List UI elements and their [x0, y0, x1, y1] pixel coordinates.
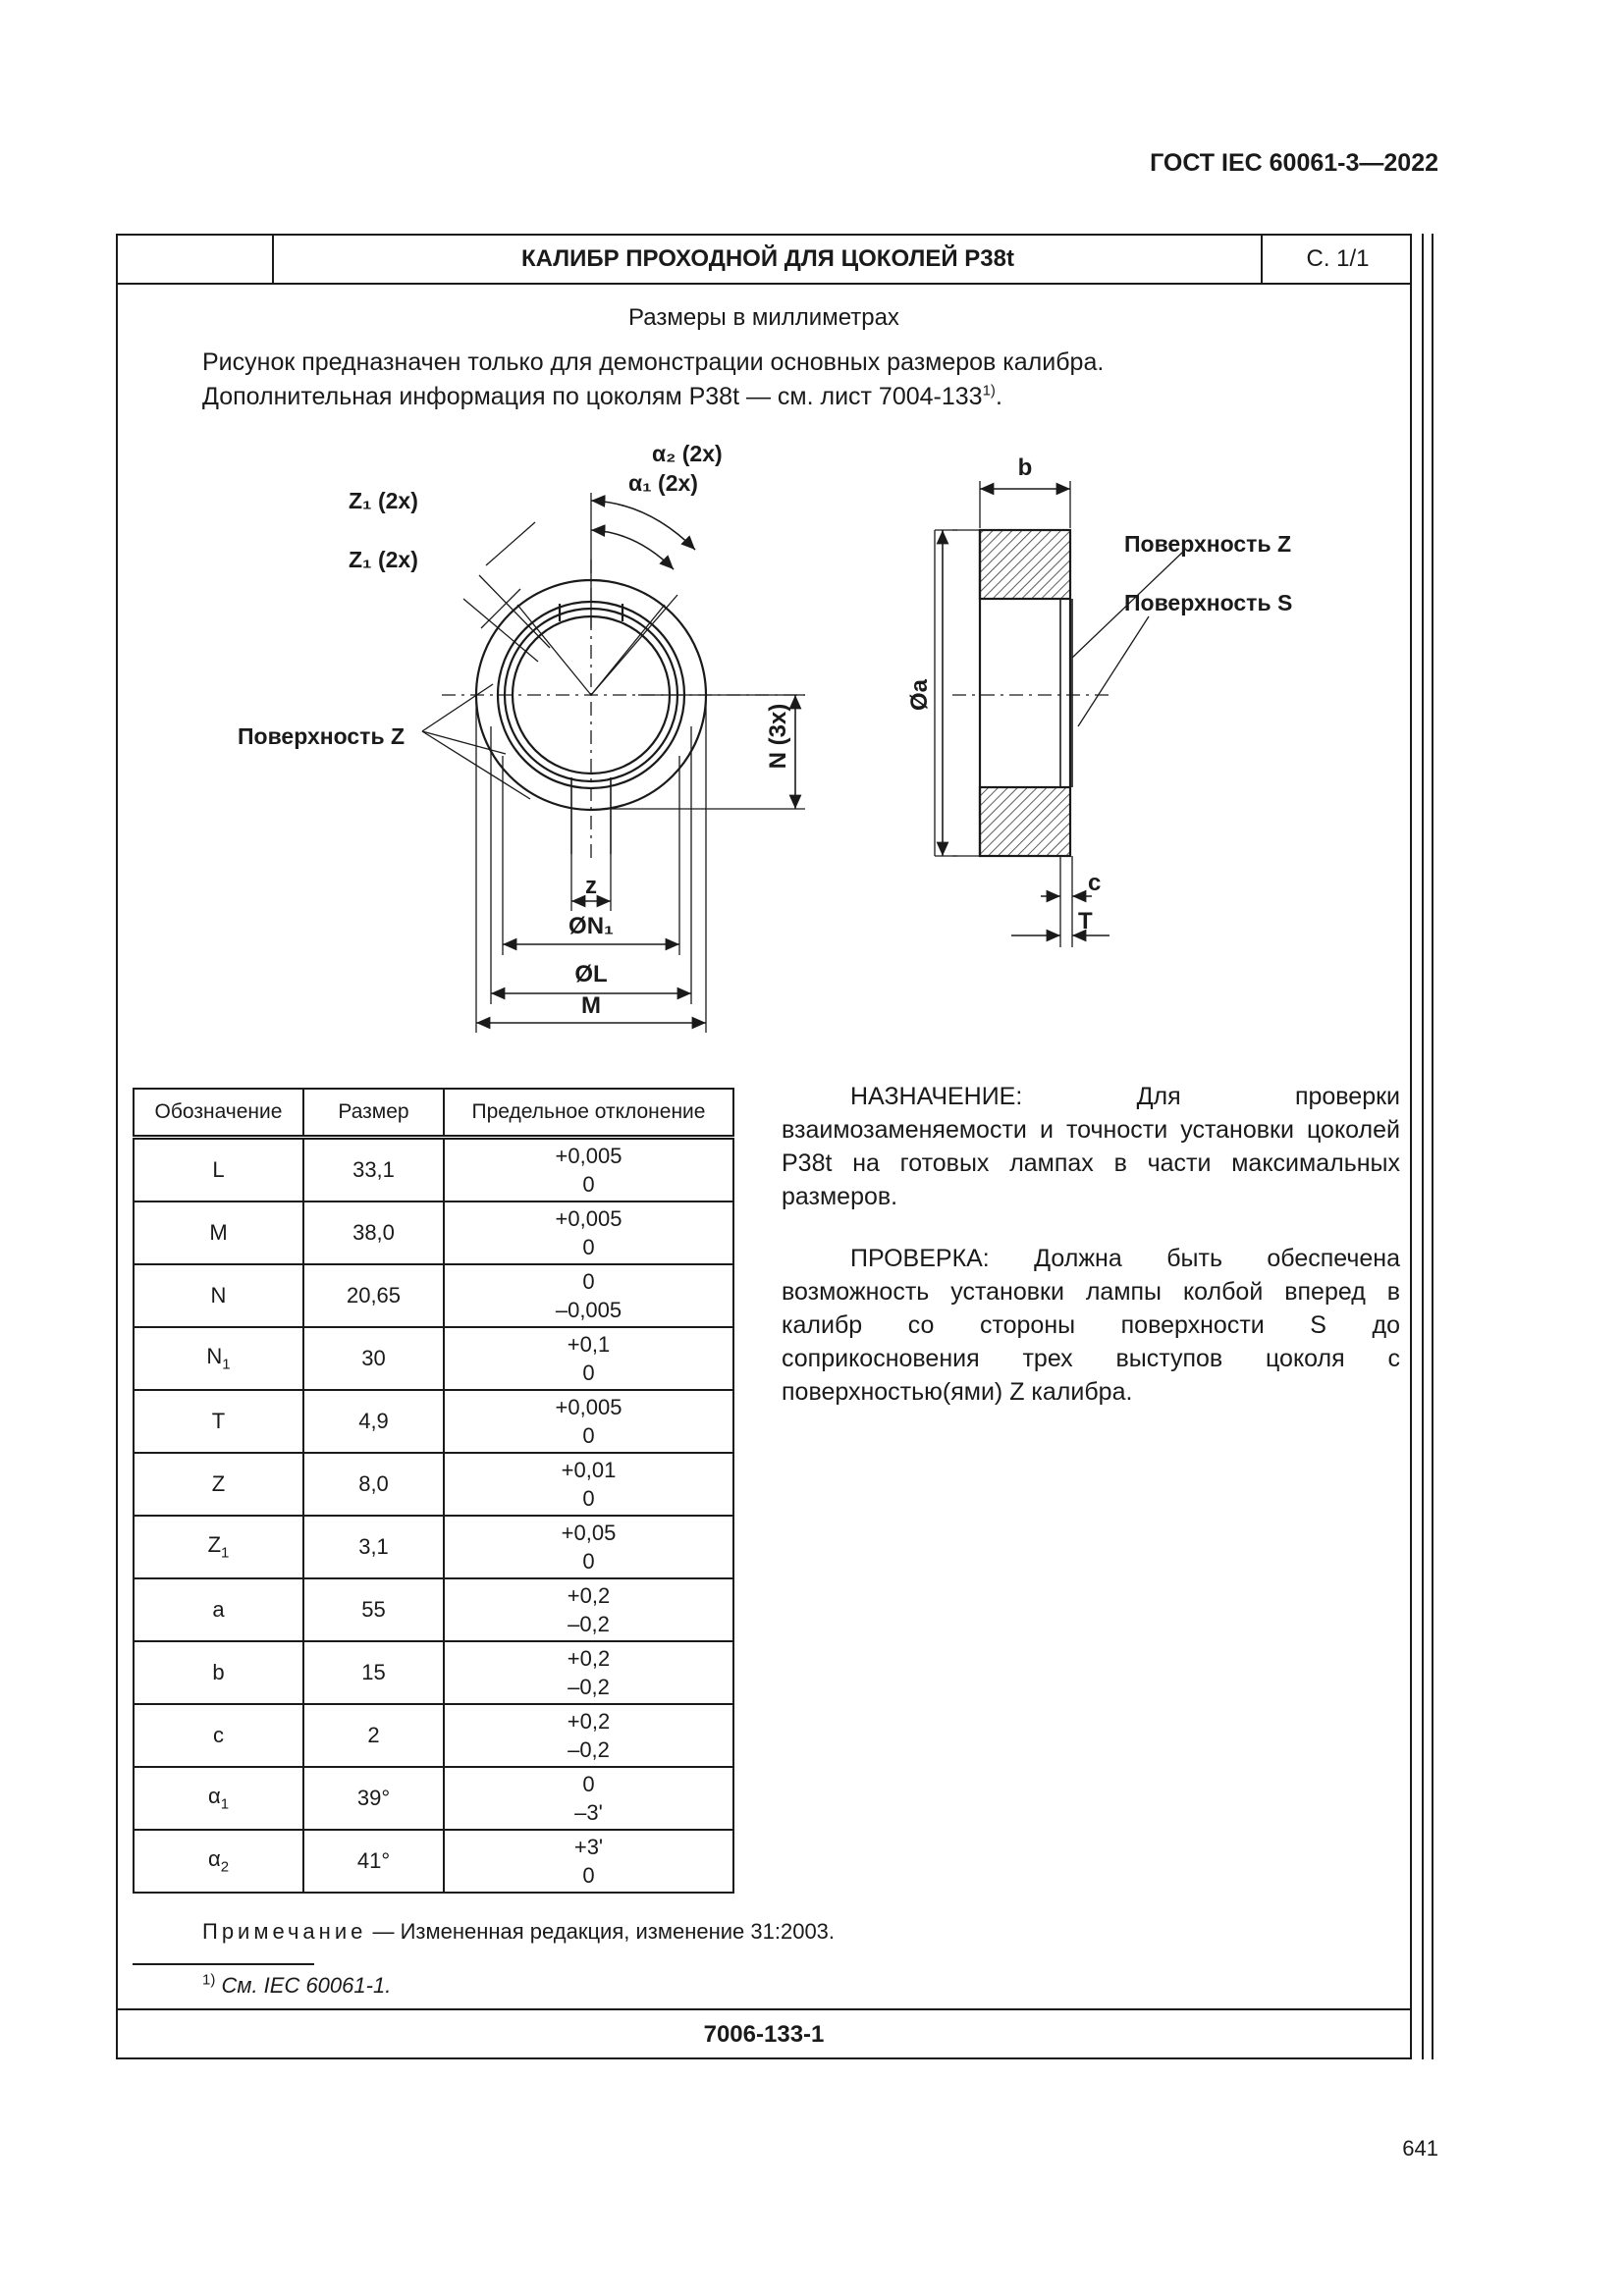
symbol-text: b — [212, 1660, 225, 1684]
cell-tolerance — [444, 1704, 733, 1767]
tolerance-lower: –0,2 — [568, 1737, 610, 1762]
tolerance-upper: +0,005 — [555, 1206, 622, 1231]
cell-symbol — [134, 1704, 303, 1767]
cell-tolerance — [444, 1578, 733, 1641]
table-body — [134, 1138, 733, 1894]
col-header-size: Размер — [303, 1089, 444, 1138]
cell-tolerance — [444, 1138, 733, 1202]
intro-line-2-text: Дополнительная информация по цоколям P38t — см. лист 7004-133 — [202, 383, 983, 410]
cell-size: 20,65 — [303, 1264, 444, 1327]
drawing-labels — [238, 441, 1292, 1019]
table-row — [134, 1641, 733, 1704]
table-row — [134, 1767, 733, 1830]
table-row — [134, 1327, 733, 1390]
table-row — [134, 1138, 733, 1202]
z1-label-bottom: Z₁ (2x) — [349, 547, 418, 572]
tolerance-lower: 0 — [582, 1423, 595, 1448]
tolerance-lower: –0,005 — [555, 1298, 622, 1322]
page-number: 641 — [1402, 2136, 1438, 2161]
check-paragraph — [782, 1242, 1400, 1409]
cell-size: 38,0 — [303, 1201, 444, 1264]
table-row — [134, 1264, 733, 1327]
symbol-text: Z — [207, 1532, 222, 1558]
tolerance-upper: +0,2 — [567, 1709, 611, 1734]
title-divider — [1261, 234, 1263, 285]
symbol-subscript: 1 — [220, 1795, 230, 1813]
alpha2-label: α₂ (2x) — [652, 441, 723, 466]
footnote-ref: 1) — [982, 382, 996, 400]
table-row — [134, 1453, 733, 1516]
cell-tolerance — [444, 1516, 733, 1578]
purpose-paragraph — [782, 1080, 1400, 1213]
cell-size: 33,1 — [303, 1138, 444, 1202]
sheet-number: С. 1/1 — [1306, 245, 1370, 272]
tolerance-upper: +0,1 — [567, 1332, 611, 1357]
surface-z-label-right: Поверхность Z — [1124, 531, 1292, 557]
m-label: M — [581, 992, 601, 1019]
symbol-text: M — [209, 1220, 228, 1245]
symbol-text: T — [211, 1409, 226, 1433]
symbol-text: Z — [211, 1471, 226, 1496]
sheet-title: КАЛИБР ПРОХОДНОЙ ДЛЯ ЦОКОЛЕЙ P38t — [521, 245, 1014, 272]
footnote-separator — [133, 1963, 314, 1965]
cell-tolerance — [444, 1201, 733, 1264]
cell-tolerance — [444, 1390, 733, 1453]
z1-label-top: Z₁ (2x) — [349, 488, 418, 513]
cell-tolerance — [444, 1327, 733, 1390]
cell-tolerance — [444, 1830, 733, 1893]
col-header-symbol: Обозначение — [134, 1089, 303, 1138]
table-row — [134, 1201, 733, 1264]
alpha1-label: α₁ (2x) — [628, 470, 698, 496]
symbol-text: a — [212, 1597, 225, 1622]
table-row — [134, 1704, 733, 1767]
cell-symbol — [134, 1201, 303, 1264]
symbol-subscript: 2 — [220, 1858, 230, 1876]
tolerance-upper: 0 — [582, 1772, 595, 1796]
z-label: z — [585, 873, 597, 899]
cell-symbol — [134, 1138, 303, 1202]
table-row — [134, 1390, 733, 1453]
units-note: Размеры в миллиметрах — [628, 304, 899, 331]
tolerance-lower: –0,2 — [568, 1675, 610, 1699]
symbol-subscript: 1 — [222, 1356, 231, 1373]
col-header-tolerance: Предельное отклонение — [444, 1089, 733, 1138]
symbol-text: N — [210, 1283, 227, 1308]
footnote-text: См. IEC 60061-1. — [221, 1973, 392, 1998]
tolerance-lower: 0 — [582, 1172, 595, 1197]
cell-symbol — [134, 1830, 303, 1893]
cell-size: 39° — [303, 1767, 444, 1830]
tolerance-upper: +0,2 — [567, 1583, 611, 1608]
tolerance-upper: +0,01 — [561, 1458, 617, 1482]
cell-symbol — [134, 1327, 303, 1390]
surface-s-label: Поверхность S — [1124, 590, 1293, 615]
cell-size: 30 — [303, 1327, 444, 1390]
a-label: Øa — [906, 678, 933, 712]
cell-tolerance — [444, 1641, 733, 1704]
cell-symbol — [134, 1767, 303, 1830]
intro-line-2-end: . — [995, 383, 1002, 410]
tolerance-upper: +0,05 — [561, 1521, 617, 1545]
symbol-text: N — [206, 1344, 223, 1369]
dimensions-table — [133, 1088, 734, 1894]
l-label: ØL — [574, 961, 608, 988]
tolerance-lower: 0 — [582, 1361, 595, 1385]
symbol-subscript: 1 — [221, 1544, 230, 1562]
cell-size: 2 — [303, 1704, 444, 1767]
table-row — [134, 1516, 733, 1578]
cell-symbol — [134, 1453, 303, 1516]
b-label: b — [1017, 454, 1033, 481]
cell-symbol — [134, 1390, 303, 1453]
purpose-text: НАЗНАЧЕНИЕ: Для проверки взаимозаменяемости и точности установки цоколей P38t на готовых лампах в части максимальных размеров. — [782, 1083, 1400, 1210]
surface-z-label-left: Поверхность Z — [238, 723, 406, 749]
frame-margin-line — [1432, 234, 1434, 2059]
tolerance-lower: 0 — [582, 1549, 595, 1574]
cell-symbol — [134, 1641, 303, 1704]
document-code: ГОСТ IEC 60061-3—2022 — [1150, 149, 1438, 177]
cell-size: 4,9 — [303, 1390, 444, 1453]
front-view — [422, 493, 805, 1033]
cell-size: 15 — [303, 1641, 444, 1704]
cell-tolerance — [444, 1264, 733, 1327]
tolerance-upper: +0,005 — [555, 1144, 622, 1168]
cell-size: 41° — [303, 1830, 444, 1893]
table-header-row — [134, 1089, 733, 1138]
cell-size: 55 — [303, 1578, 444, 1641]
symbol-text: c — [213, 1723, 224, 1747]
n3x-label: N (3x) — [765, 703, 791, 770]
gauge-drawing — [226, 432, 1335, 1060]
tolerance-upper: +0,2 — [567, 1646, 611, 1671]
tolerance-lower: 0 — [582, 1863, 595, 1888]
cell-tolerance — [444, 1453, 733, 1516]
tolerance-upper: +0,005 — [555, 1395, 622, 1419]
intro-line-2 — [202, 383, 1002, 411]
check-text: ПРОВЕРКА: Должна быть обеспечена возможность установки лампы колбой вперед в калибр со стороны поверхности S до соприкосновения трех выступов цоколя с поверхностью(ями) Z калибра. — [782, 1245, 1400, 1406]
symbol-text: α — [207, 1784, 221, 1809]
cell-symbol — [134, 1578, 303, 1641]
frame-margin-line — [1422, 234, 1424, 2059]
footnote-mark: 1) — [202, 1971, 216, 1989]
tolerance-lower: –3' — [574, 1800, 603, 1825]
tolerance-upper: +3' — [573, 1835, 604, 1859]
table-row — [134, 1578, 733, 1641]
symbol-text: α — [207, 1846, 221, 1872]
cell-size: 8,0 — [303, 1453, 444, 1516]
table-row — [134, 1830, 733, 1893]
tolerance-lower: 0 — [582, 1235, 595, 1259]
cell-symbol — [134, 1516, 303, 1578]
tolerance-lower: 0 — [582, 1486, 595, 1511]
note-text: — Измененная редакция, изменение 31:2003. — [366, 1919, 836, 1944]
sheet-code: 7006-133-1 — [703, 2021, 825, 2048]
footnote — [202, 1973, 391, 1999]
tolerance-lower: –0,2 — [568, 1612, 610, 1636]
t-label: T — [1078, 908, 1093, 934]
title-divider — [272, 234, 274, 285]
cell-size: 3,1 — [303, 1516, 444, 1578]
note-label: Примечание — [202, 1919, 367, 1944]
note — [202, 1919, 835, 1945]
c-label: c — [1088, 870, 1102, 896]
n1-label: ØN₁ — [568, 913, 614, 939]
tolerance-upper: 0 — [582, 1269, 595, 1294]
cell-tolerance — [444, 1767, 733, 1830]
intro-line-1: Рисунок предназначен только для демонстрации основных размеров калибра. — [202, 348, 1105, 376]
symbol-text: L — [212, 1157, 225, 1182]
cell-symbol — [134, 1264, 303, 1327]
